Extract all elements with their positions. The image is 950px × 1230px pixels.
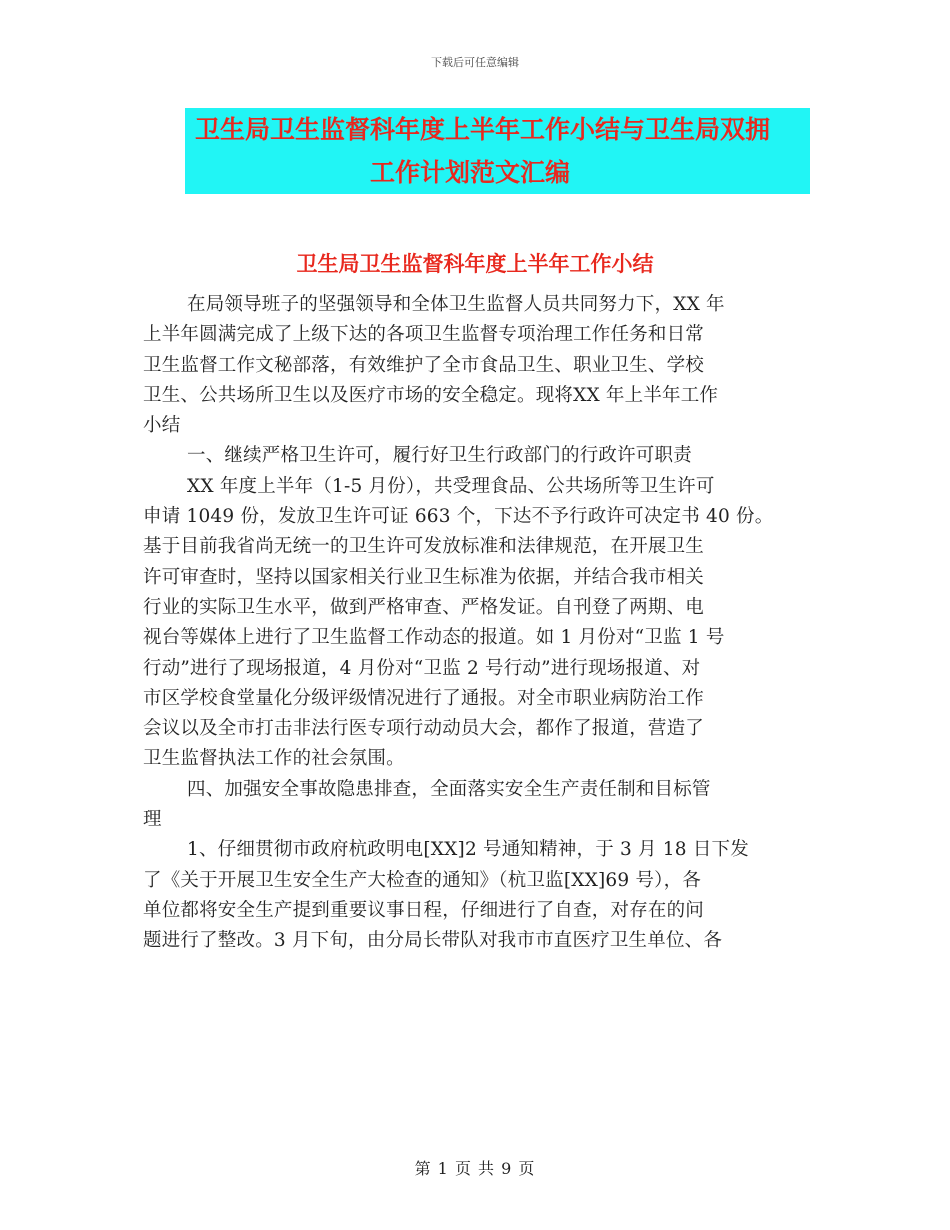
- paragraph-line: 单位都将安全生产提到重要议事日程，仔细进行了自查，对存在的问: [143, 899, 705, 921]
- page-footer: [0, 1156, 950, 1179]
- header-note: 下载后可任意编辑: [431, 56, 519, 69]
- paragraph-line: 在局领导班子的坚强领导和全体卫生监督人员共同努力下，XX 年: [187, 294, 725, 315]
- paragraph-line: XX 年度上半年（1-5 月份），共受理食品、公共场所等卫生许可: [187, 475, 715, 497]
- paragraph-line: 视台等媒体上进行了卫生监督工作动态的报道。如 1 月份对“卫监 1 号: [143, 627, 725, 649]
- page-number: 第 1 页 共 9 页: [414, 1159, 536, 1178]
- document-title-line-1: 卫生局卫生监督科年度上半年工作小结与卫生局双拥: [195, 115, 771, 144]
- paragraph-line: 基于目前我省尚无统一的卫生许可发放标准和法律规范，在开展卫生: [143, 536, 705, 558]
- paragraph-line: 申请 1049 份，发放卫生许可证 663 个，下达不予行政许可决定书 40 份。: [143, 506, 774, 528]
- paragraph-line: 会议以及全市打击非法行医专项行动动员大会，都作了报道，营造了: [143, 718, 705, 740]
- paragraph-line: 行业的实际卫生水平，做到严格审查、严格发证。自刊登了两期、电: [143, 596, 705, 618]
- paragraph-line: 上半年圆满完成了上级下达的各项卫生监督专项治理工作任务和日常: [143, 324, 705, 346]
- document-title: [185, 108, 810, 194]
- paragraph-line: 市区学校食堂量化分级评级情况进行了通报。对全市职业病防治工作: [143, 687, 705, 709]
- paragraph-line: 许可审查时，坚持以国家相关行业卫生标准为依据，并结合我市相关: [143, 566, 705, 588]
- body-text: [143, 290, 815, 957]
- document-title-line-2: 工作计划范文汇编: [370, 158, 571, 187]
- heading-line: 一、继续严格卫生许可，履行好卫生行政部门的行政许可职责: [187, 445, 692, 467]
- section-title: 卫生局卫生监督科年度上半年工作小结: [296, 251, 654, 276]
- paragraph-line: 题进行了整改。3 月下旬，由分局长带队对我市市直医疗卫生单位、各: [143, 930, 723, 952]
- heading-line: 理: [143, 809, 162, 831]
- paragraph-line: 1、仔细贯彻市政府杭政明电[XX]2 号通知精神，于 3 月 18 日下发: [187, 839, 749, 861]
- paragraph-line: 了《关于开展卫生安全生产大检查的通知》（杭卫监[XX]69 号），各: [143, 869, 701, 891]
- paragraph-line: 小结: [143, 415, 181, 437]
- heading-line: 四、加强安全事故隐患排查，全面落实安全生产责任制和目标管: [187, 778, 711, 800]
- paragraph-line: 行动”进行了现场报道，4 月份对“卫监 2 号行动”进行现场报道、对: [143, 657, 701, 679]
- paragraph-line: 卫生、公共场所卫生以及医疗市场的安全稳定。现将XX 年上半年工作: [143, 384, 719, 406]
- paragraph-line: 卫生监督执法工作的社会氛围。: [143, 748, 405, 770]
- paragraph-line: 卫生监督工作文秘部落，有效维护了全市食品卫生、职业卫生、学校: [143, 354, 705, 376]
